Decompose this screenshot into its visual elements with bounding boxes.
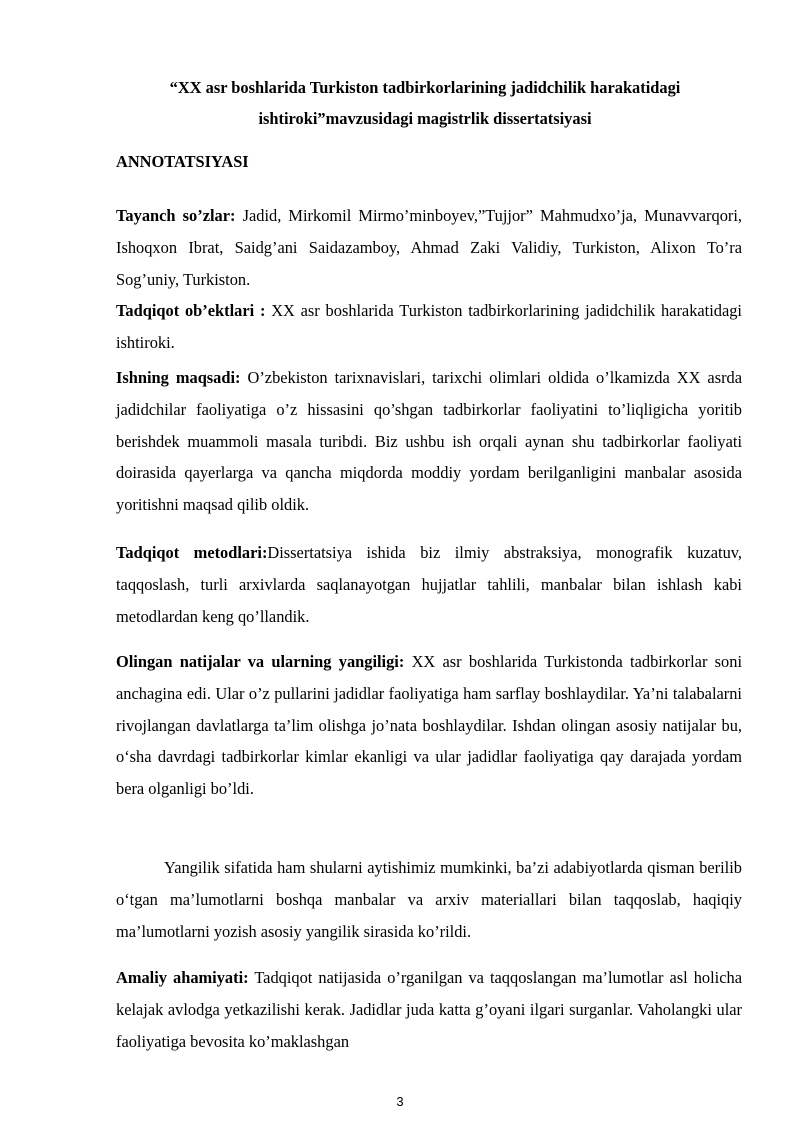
paragraph-label: Olingan natijalar va ularning yangiligi: <box>116 652 405 671</box>
paragraph-methods <box>116 537 742 632</box>
title-line-1: “XX asr boshlarida Turkiston tadbirkorlarining jadidchilik harakatidagi <box>169 78 681 97</box>
paragraph-text: XX asr boshlarida Turkiston tadbirkorlarining jadidchilik harakatidagi ishtiroki. <box>116 301 742 352</box>
document-title <box>110 72 740 134</box>
paragraph-practical-significance <box>116 962 742 1057</box>
paragraph-text: XX asr boshlarida Turkistonda tadbirkorlar soni anchagina edi. Ular o’z pullarini jadidlar faoliyatiga ham sarflay boshlaydilar. Ya’ni talabalarni rivojlangan davlatlarga ta’lim olishga jo’nata boshlaydilar. Ishdan olingan asosiy natijalar bu, o‘sha davrdagi tadbirkorlar kimlar ekanligi va ular jadidlar faoliyatiga qay darajada yordam bera olganligi bo’ldi. <box>116 652 742 799</box>
paragraph-text: O’zbekiston tarixnavislari, tarixchi olimlari oldida o’lkamizda XX asrda jadidchilar faoliyatiga o’z hissasini qo’shgan tadbirkorlar faoliyatini to’liqligicha yoritib berishdek muammoli masala turibdi. Biz ushbu ish orqali aynan shu tadbirkorlar faoliyati doirasida qayerlarga va qancha miqdorda moddiy yordam berilganligini manbalar asosida yoritishni maqsad qilib oldik. <box>116 368 742 515</box>
paragraph-text: Yangilik sifatida ham shularni aytishimiz mumkinki, ba’zi adabiyotlarda qisman berilib o‘tgan ma’lumotlarni boshqa manbalar va arxiv materiallari bilan taqqoslab, haqiqiy ma’lumotlarni yozish asosiy yangilik sirasida ko’rildi. <box>116 858 742 941</box>
paragraph-novelty <box>116 852 742 947</box>
paragraph-text: Tadqiqot natijasida o’rganilgan va taqqoslangan ma’lumotlar asl holicha kelajak avlodga yetkazilishi kerak. Jadidlar juda katta g’oyani ilgari surganlar. Vaholangki ular faoliyatiga bevosita ko’maklashgan <box>116 968 742 1051</box>
page-number: 3 <box>396 1094 404 1109</box>
paragraph-text: Dissertatsiya ishida biz ilmiy abstraksiya, monografik kuzatuv, taqqoslash, turli arxivlarda saqlanayotgan hujjatlar tahlili, manbalar bilan ishlash kabi metodlardan keng qo’llandik. <box>116 543 742 626</box>
paragraph-label: Tadqiqot ob’ektlari : <box>116 301 266 320</box>
paragraph-label: Tadqiqot metodlari: <box>116 543 268 562</box>
paragraph-goal <box>116 362 742 521</box>
paragraph-label: Ishning maqsadi: <box>116 368 241 387</box>
section-heading: ANNOTATSIYASI <box>116 152 249 171</box>
paragraph-label: Amaliy ahamiyati: <box>116 968 249 987</box>
paragraph-keywords <box>116 200 742 295</box>
paragraph-text: Jadid, Mirkomil Mirmo’minboyev,”Tujjor” Mahmudxo’ja, Munavvarqori, Ishoqxon Ibrat, Saidg’ani Saidazamboy, Ahmad Zaki Validiy, Turkiston, Alixon To’ra Sog’uniy, Turkiston. <box>116 206 743 289</box>
title-line-2: ishtiroki”mavzusidagi magistrlik dissertatsiyasi <box>258 109 592 128</box>
paragraph-label: Tayanch so’zlar: <box>116 206 236 225</box>
paragraph-research-objects <box>116 295 742 359</box>
paragraph-results <box>116 646 742 805</box>
